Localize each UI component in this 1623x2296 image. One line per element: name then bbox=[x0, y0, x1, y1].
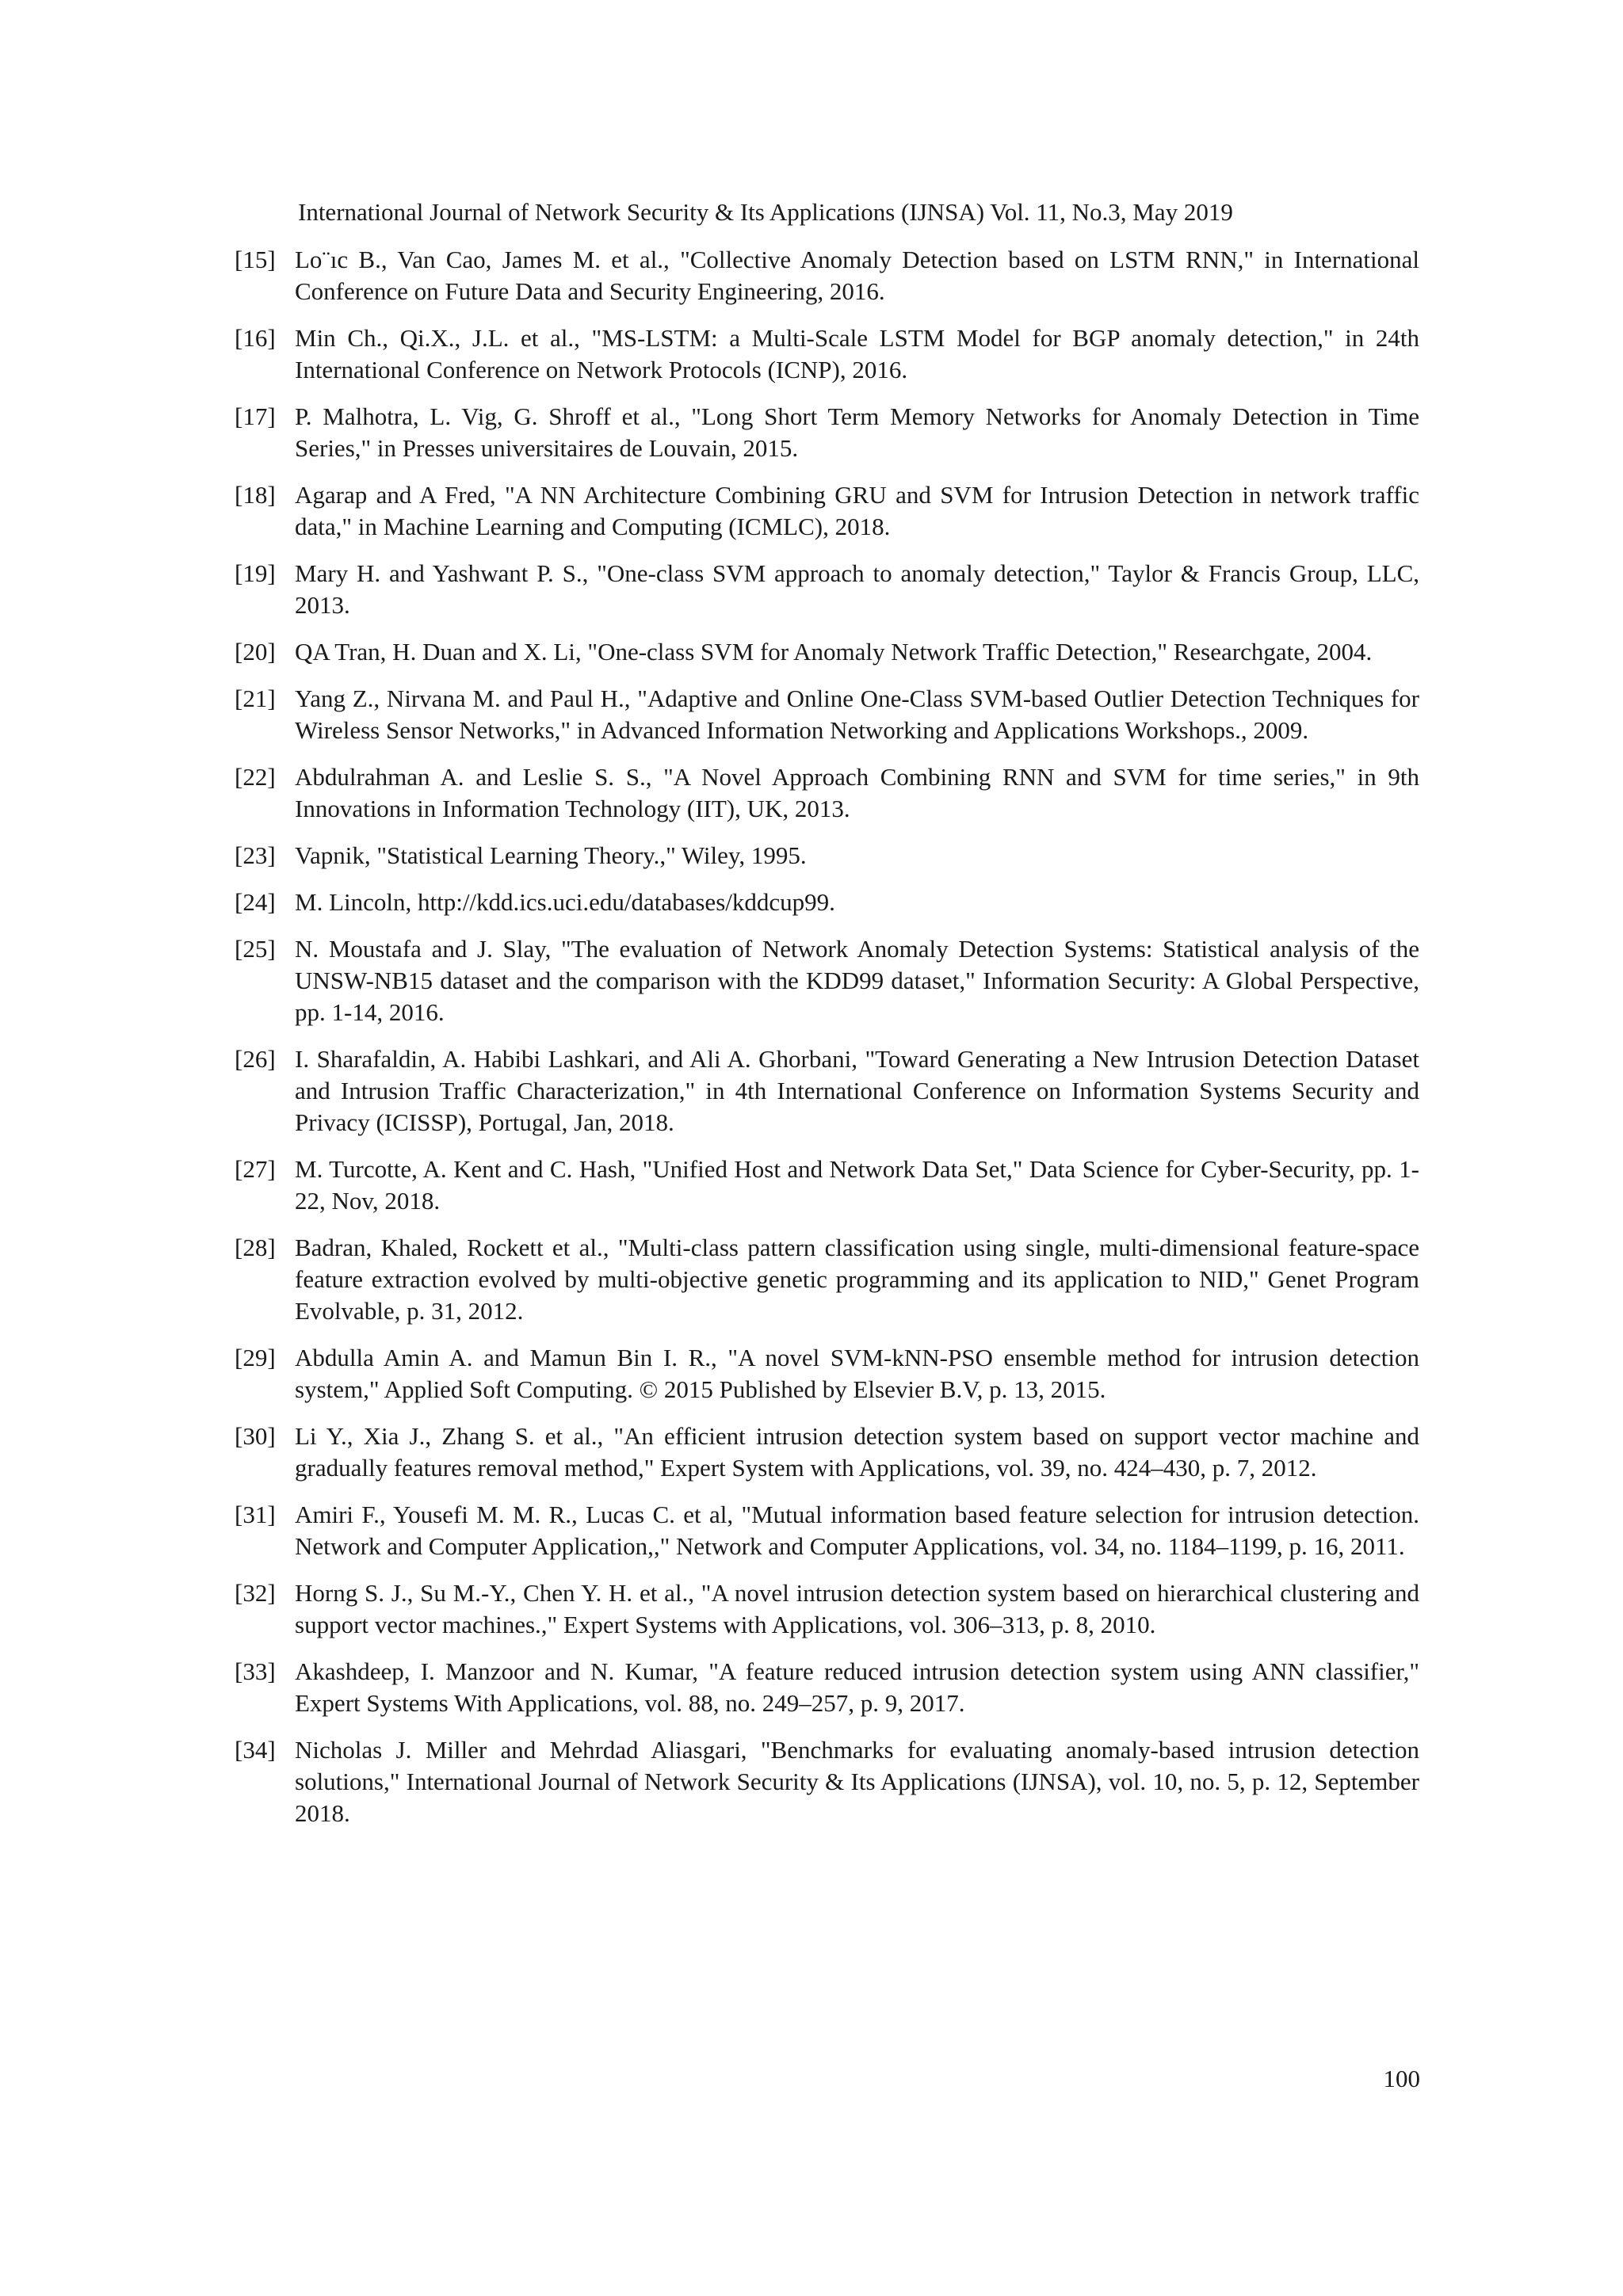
reference-list bbox=[235, 244, 1419, 1844]
reference-item-19 bbox=[235, 558, 1419, 621]
running-header: International Journal of Network Security & Its Applications (IJNSA) Vol. 11, No.3, May 2019 bbox=[298, 198, 1233, 226]
reference-number: [16] bbox=[235, 324, 276, 352]
reference-item-24 bbox=[235, 887, 1419, 918]
reference-number: [25] bbox=[235, 935, 276, 963]
reference-number: [19] bbox=[235, 559, 276, 587]
reference-text: M. Lincoln, http://kdd.ics.uci.edu/databases/kddcup99. bbox=[295, 888, 835, 916]
reference-text: M. Turcotte, A. Kent and C. Hash, "Unified Host and Network Data Set," Data Science for Cyber-Security, pp. 1-22, Nov, 2018. bbox=[295, 1155, 1419, 1215]
reference-number: [33] bbox=[235, 1657, 276, 1685]
reference-item-30 bbox=[235, 1421, 1419, 1484]
reference-text: Nicholas J. Miller and Mehrdad Aliasgari, "Benchmarks for evaluating anomaly-based intrusion detection solutions," International Journal of Network Security & Its Applications (IJNSA), vol. 10, no. 5, p. 12, September 2018. bbox=[295, 1736, 1419, 1827]
reference-item-28 bbox=[235, 1232, 1419, 1327]
reference-item-22 bbox=[235, 761, 1419, 825]
reference-number: [17] bbox=[235, 402, 276, 430]
reference-text: Lo¨ıc B., Van Cao, James M. et al., "Collective Anomaly Detection based on LSTM RNN," in International Conference on Future Data and Security Engineering, 2016. bbox=[295, 246, 1419, 305]
reference-number: [15] bbox=[235, 246, 276, 273]
reference-text: Mary H. and Yashwant P. S., "One-class SVM approach to anomaly detection," Taylor & Francis Group, LLC, 2013. bbox=[295, 559, 1419, 619]
reference-text: Abdulla Amin A. and Mamun Bin I. R., "A novel SVM-kNN-PSO ensemble method for intrusion detection system," Applied Soft Computing. © 2015 Published by Elsevier B.V, p. 13, 2015. bbox=[295, 1344, 1419, 1403]
reference-number: [31] bbox=[235, 1501, 276, 1528]
reference-text: QA Tran, H. Duan and X. Li, "One-class SVM for Anomaly Network Traffic Detection," Researchgate, 2004. bbox=[295, 638, 1373, 666]
reference-item-20 bbox=[235, 636, 1419, 668]
page-number: 100 bbox=[1383, 2065, 1420, 2092]
reference-item-34 bbox=[235, 1734, 1419, 1829]
reference-text: P. Malhotra, L. Vig, G. Shroff et al., "Long Short Term Memory Networks for Anomaly Detection in Time Series," in Presses universitaires de Louvain, 2015. bbox=[295, 402, 1419, 462]
reference-item-26 bbox=[235, 1043, 1419, 1138]
reference-item-16 bbox=[235, 322, 1419, 386]
reference-item-32 bbox=[235, 1577, 1419, 1641]
reference-item-18 bbox=[235, 479, 1419, 543]
reference-text: Badran, Khaled, Rockett et al., "Multi-class pattern classification using single, multi-dimensional feature-space feature extraction evolved by multi-objective genetic programming and its application to NID," Genet Program Evolvable, p. 31, 2012. bbox=[295, 1234, 1419, 1325]
reference-item-15 bbox=[235, 244, 1419, 307]
reference-text: N. Moustafa and J. Slay, "The evaluation of Network Anomaly Detection Systems: Statistical analysis of the UNSW-NB15 dataset and the comparison with the KDD99 dataset," Information Security: A Global Perspective, pp. 1-14, 2016. bbox=[295, 935, 1419, 1026]
reference-item-29 bbox=[235, 1342, 1419, 1405]
reference-number: [23] bbox=[235, 841, 276, 869]
reference-number: [29] bbox=[235, 1344, 276, 1371]
reference-item-23 bbox=[235, 840, 1419, 871]
reference-item-31 bbox=[235, 1499, 1419, 1562]
reference-text: Horng S. J., Su M.-Y., Chen Y. H. et al., "A novel intrusion detection system based on hierarchical clustering and support vector machines.," Expert Systems with Applications, vol. 306–313, p. 8, 2010. bbox=[295, 1579, 1419, 1638]
reference-number: [24] bbox=[235, 888, 276, 916]
reference-number: [27] bbox=[235, 1155, 276, 1183]
reference-text: Min Ch., Qi.X., J.L. et al., "MS-LSTM: a Multi-Scale LSTM Model for BGP anomaly detection," in 24th International Conference on Network Protocols (ICNP), 2016. bbox=[295, 324, 1419, 383]
reference-number: [28] bbox=[235, 1234, 276, 1261]
reference-item-21 bbox=[235, 683, 1419, 746]
reference-text: Amiri F., Yousefi M. M. R., Lucas C. et al, "Mutual information based feature selection for intrusion detection. Network and Computer Application,," Network and Computer Applications, vol. 34, no. 1184–1199, p. 16, 2011. bbox=[295, 1501, 1419, 1560]
reference-text: Agarap and A Fred, "A NN Architecture Combining GRU and SVM for Intrusion Detection in network traffic data," in Machine Learning and Computing (ICMLC), 2018. bbox=[295, 481, 1419, 540]
reference-text: Abdulrahman A. and Leslie S. S., "A Novel Approach Combining RNN and SVM for time series," in 9th Innovations in Information Technology (IIT), UK, 2013. bbox=[295, 763, 1419, 822]
reference-number: [30] bbox=[235, 1422, 276, 1450]
reference-text: Yang Z., Nirvana M. and Paul H., "Adaptive and Online One-Class SVM-based Outlier Detection Techniques for Wireless Sensor Networks," in Advanced Information Networking and Applications Workshops., 2009. bbox=[295, 685, 1419, 744]
reference-number: [22] bbox=[235, 763, 276, 791]
reference-text: Vapnik, "Statistical Learning Theory.," Wiley, 1995. bbox=[295, 841, 807, 869]
reference-number: [21] bbox=[235, 685, 276, 712]
reference-text: Akashdeep, I. Manzoor and N. Kumar, "A feature reduced intrusion detection system using ANN classifier," Expert Systems With Applications, vol. 88, no. 249–257, p. 9, 2017. bbox=[295, 1657, 1419, 1717]
reference-number: [34] bbox=[235, 1736, 276, 1764]
reference-number: [32] bbox=[235, 1579, 276, 1607]
reference-number: [20] bbox=[235, 638, 276, 666]
reference-number: [18] bbox=[235, 481, 276, 509]
reference-item-33 bbox=[235, 1656, 1419, 1719]
reference-text: I. Sharafaldin, A. Habibi Lashkari, and Ali A. Ghorbani, "Toward Generating a New Intrusion Detection Dataset and Intrusion Traffic Characterization," in 4th International Conference on Information Systems Security and Privacy (ICISSP), Portugal, Jan, 2018. bbox=[295, 1045, 1419, 1136]
reference-text: Li Y., Xia J., Zhang S. et al., "An efficient intrusion detection system based on support vector machine and gradually features removal method," Expert System with Applications, vol. 39, no. 424–430, p. 7, 2012. bbox=[295, 1422, 1419, 1482]
reference-number: [26] bbox=[235, 1045, 276, 1073]
reference-item-17 bbox=[235, 401, 1419, 464]
reference-item-25 bbox=[235, 933, 1419, 1028]
reference-item-27 bbox=[235, 1154, 1419, 1217]
